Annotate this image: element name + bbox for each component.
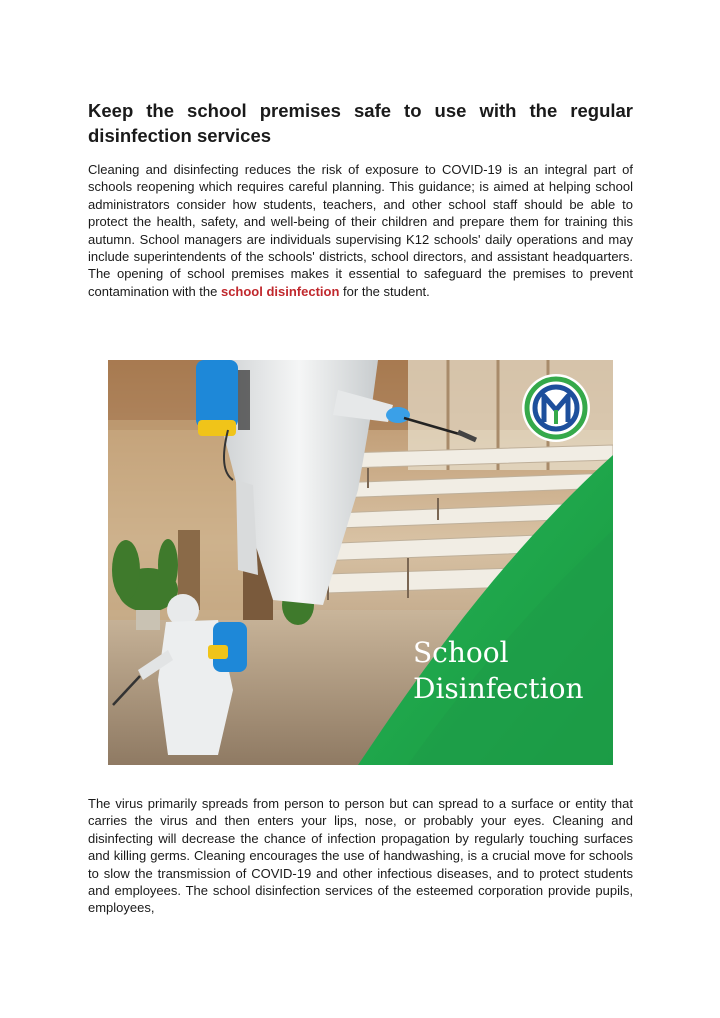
m-logo-icon [522, 374, 590, 442]
paragraph-virus-spread: The virus primarily spreads from person to person but can spread to a surface or entity that carries the virus and then enters your lips, nose, or probably your eyes. Cleaning and disinfecting will decrease the chance of infection propagation by regularly touching surfaces and killing germs. Cleaning encourages the use of handwashing, is a crucial move for schools to slow the transmission of COVID-19 and other infectious diseases, and to protect students and employees. The school disinfection services of the esteemed corporation provide pupils, employees, [88, 796, 633, 916]
school-disinfection-link[interactable]: school disinfection [220, 283, 340, 299]
paragraph-intro-text: Cleaning and disinfecting reduces the risk of exposure to COVID-19 is an integral part of schools reopening which requires careful planning. This guidance; is aimed at helping school administrators consider how students, teachers, and other school staff should be able to protect the health, safety, and well-being of their children and prepare them for training this autumn. School managers are individuals supervising K12 schools' daily operations and may include superintendents of the schools' districts, school directors, and assistant headquarters. The opening of school premises makes it essential to safeguard the premises to prevent contamination with the [88, 162, 633, 299]
banner-line-school: School [413, 636, 509, 669]
paragraph-intro-tail: for the student. [339, 283, 430, 299]
banner-line-disinfection: Disinfection [413, 672, 584, 705]
paragraph-intro [88, 161, 633, 300]
school-disinfection-image [108, 360, 613, 765]
article-title: Keep the school premises safe to use with the regular disinfection services [88, 100, 633, 146]
